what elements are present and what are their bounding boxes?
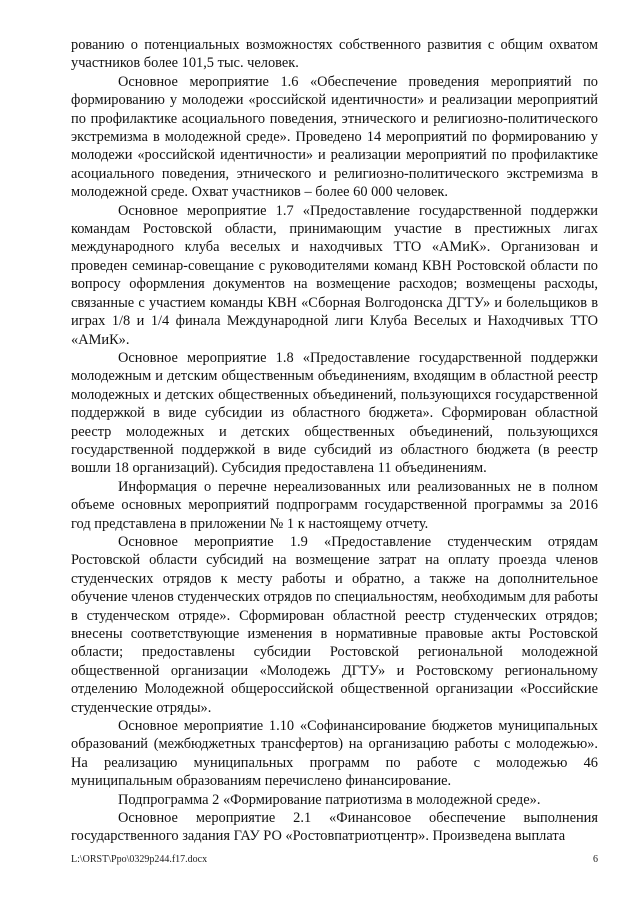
paragraph-measure-1-7: Основное мероприятие 1.7 «Предоставление государственной поддержки командам Ростовской области, принимающим участие в престижных лигах международного клуба веселых и находчивых ТТО «АМиК». Организован и проведен семинар-совещание с руководителями команд КВН Ростовской области по вопросу оформления документов на возмещение расходов; возмещены расходы, связанные с участием команды КВН «Сборная Волгодонска ДГТУ» и болельщиков в играх 1/8 и 1/4 финала Международной лиги Клуба Веселых и Находчивых ТТО «АМиК».: [71, 202, 598, 348]
paragraph-measure-1-8: Основное мероприятие 1.8 «Предоставление государственной поддержки молодежным и детским общественным объединениям, входящим в областной реестр молодежных и детских общественных объединений, пользующихся государственной поддержкой в виде субсидии из областного бюджета». Сформирован областной реестр молодежных и детских общественных объединений, пользующихся государственной поддержкой в виде субсидий из областного бюджета (в реестр вошли 18 организаций). Субсидия предоставлена 11 объединениям.: [71, 349, 598, 477]
paragraph-subprogram-2: Подпрограмма 2 «Формирование патриотизма в молодежной среде».: [118, 791, 541, 808]
page-number: 6: [593, 854, 598, 865]
paragraph-continuation: рованию о потенциальных возможностях собственного развития с общим охватом участников более 101,5 тыс. человек.: [71, 37, 598, 72]
document-body: [71, 36, 598, 846]
paragraph-measure-1-10: Основное мероприятие 1.10 «Софинансирование бюджетов муниципальных образований (межбюджетных трансфертов) на организацию работы с молодежью». На реализацию муниципальных программ по работе с молодежью 46 муниципальным образованиям перечислено финансирование.: [71, 718, 598, 790]
paragraph-unrealized-info: Информация о перечне нереализованных или реализованных не в полном объеме основных мероприятий подпрограмм государственной программы за 2016 год представлена в приложении № 1 к настоящему отчету.: [71, 478, 598, 532]
paragraph-measure-1-9: Основное мероприятие 1.9 «Предоставление студенческим отрядам Ростовской области субсидий на возмещение затрат на оплату проезда членов студенческих отрядов к месту работы и обратно, а также на дополнительное обучение членов студенческих отрядов по специальностям, необходимым для работы в студенческом отряде». Сформирован областной реестр студенческих отрядов; внесены соответствующие изменения в нормативные правовые акты Ростовской области; предоставлены субсидии Ростовской региональной молодежной общественной организации «Молодежь ДГТУ» и Ростовскому региональному отделению Молодежной общероссийской общественной организации «Российские студенческие отряды».: [71, 533, 598, 716]
paragraph-measure-2-1: Основное мероприятие 2.1 «Финансовое обеспечение выполнения государственного задания ГАУ РО «Ростовпатриотцентр». Произведена выплата: [71, 810, 598, 845]
paragraph-measure-1-6: Основное мероприятие 1.6 «Обеспечение проведения мероприятий по формированию у молодежи «российской идентичности» и реализации мероприятий по профилактике асоциального поведения, этнического и религиозно-политического экстремизма в молодежной среде». Проведено 14 мероприятий по формированию у молодежи «российской идентичности» и реализации мероприятий по профилактике асоциального поведения, этнического и религиозно-политического экстремизма в молодежной среде. Охват участников – более 60 000 человек.: [71, 73, 598, 201]
file-path: L:\ORST\Ppo\0329p244.f17.docx: [71, 854, 208, 865]
